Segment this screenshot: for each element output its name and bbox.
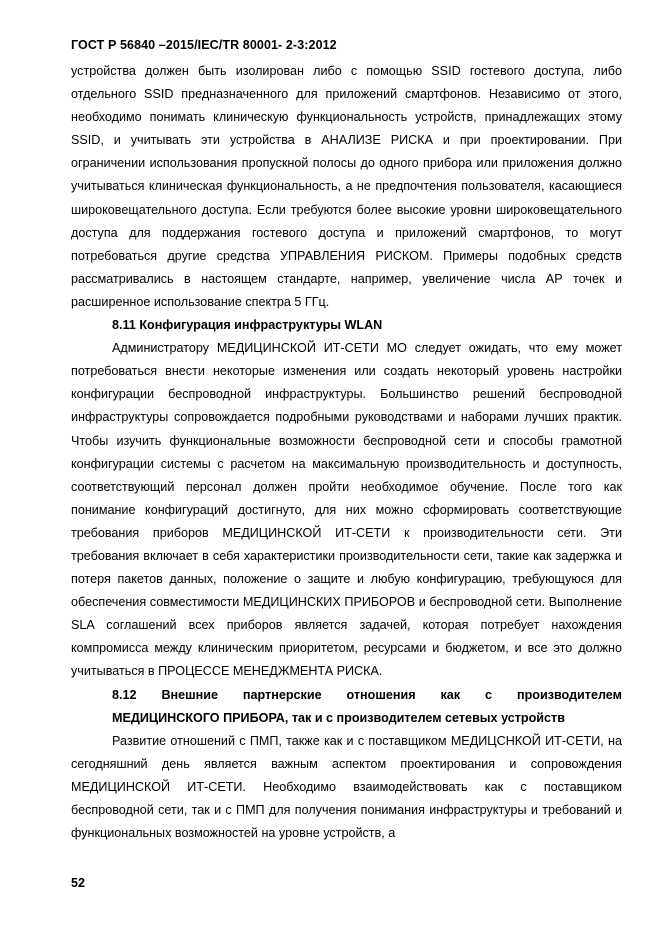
- heading-word: 8.12: [112, 687, 137, 702]
- section-8-11-paragraph: Администратору МЕДИЦИНСКОЙ ИТ-СЕТИ МО следует ожидать, что ему может потребоваться внести некоторые изменения или создать некоторый уровень настройки конфигурации беспроводной инфраструктуры. Большинство решений беспроводной инфраструктуры сопровождается подробными руководствами и наборами лучших практик. Чтобы изучить функциональные возможности беспроводной сети и способы грамотной конфигурации системы с расчетом на максимальную производительность и доступность, соответствующий персонал должен пройти необходимое обучение. После того как понимание конфигураций достигнуто, для них можно сформировать соответствующие требования приборов МЕДИЦИНСКОЙ ИТ-СЕТИ к производительности сети. Эти требования включает в себя характеристики производительности сети, такие как задержка и потеря пакетов данных, положение о защите и любую конфигурацию, требующуюся для обеспечения совместимости МЕДИЦИНСКИХ ПРИБОРОВ и беспроводной сети. Выполнение SLA соглашений всех приборов является задачей, которая потребует нахождения компромисса между клиническим приоритетом, ресурсами и бюджетом, и все это должно учитываться в ПРОЦЕССЕ МЕНЕДЖМЕНТА РИСКА.: [71, 341, 622, 679]
- heading-word: с: [485, 687, 493, 702]
- heading-word: производителем: [516, 687, 622, 702]
- heading-word: Внешние: [161, 687, 218, 702]
- section-8-11-heading: 8.11 Конфигурация инфраструктуры WLAN: [112, 318, 383, 333]
- heading-word: как: [440, 687, 461, 702]
- section-8-12-paragraph: Развитие отношений с ПМП, также как и с поставщиком МЕДИЦСНКОЙ ИТ-СЕТИ, на сегодняшний день является важным аспектом проектирования и сопровождения МЕДИЦИНСКОЙ ИТ-СЕТИ. Необходимо взаимодействовать как с поставщиком беспроводной сети, так и с ПМП для получения понимания инфраструктуры и требований и функциональных возможностей на уровне устройств, а: [71, 733, 622, 841]
- paragraph-continued: устройства должен быть изолирован либо с помощью SSID гостевого доступа, либо отдельного SSID предназначенного для приложений смартфонов. Независимо от этого, необходимо понимать клиническую функциональность устройств, принадлежащих этому SSID, и учитывать эти устройства в АНАЛИЗЕ РИСКА и при проектировании. При ограничении использования пропускной полосы до одного прибора или приложения должно учитываться клиническая функциональность, а не предпочтения пользователя, касающиеся широковещательного доступа. Если требуются более высокие уровни широковещательного доступа для поддержания гостевого доступа и приложений смартфонов, то могут потребоваться другие средства УПРАВЛЕНИЯ РИСКОМ. Примеры подобных средств рассматривались в настоящем стандарте, например, увеличение числа АР точек и расширенное использование спектра 5 ГГц.: [71, 64, 622, 309]
- heading-word: партнерские: [242, 687, 322, 702]
- heading-word: отношения: [346, 687, 416, 702]
- section-8-12-heading-line2: МЕДИЦИНСКОГО ПРИБОРА, так и с производителем сетевых устройств: [112, 710, 565, 725]
- section-8-12-heading-line1: [71, 684, 622, 707]
- document-header: ГОСТ Р 56840 –2015/IEC/TR 80001- 2-3:2012: [71, 38, 337, 52]
- document-body: [71, 60, 622, 845]
- page-number: 52: [71, 876, 85, 890]
